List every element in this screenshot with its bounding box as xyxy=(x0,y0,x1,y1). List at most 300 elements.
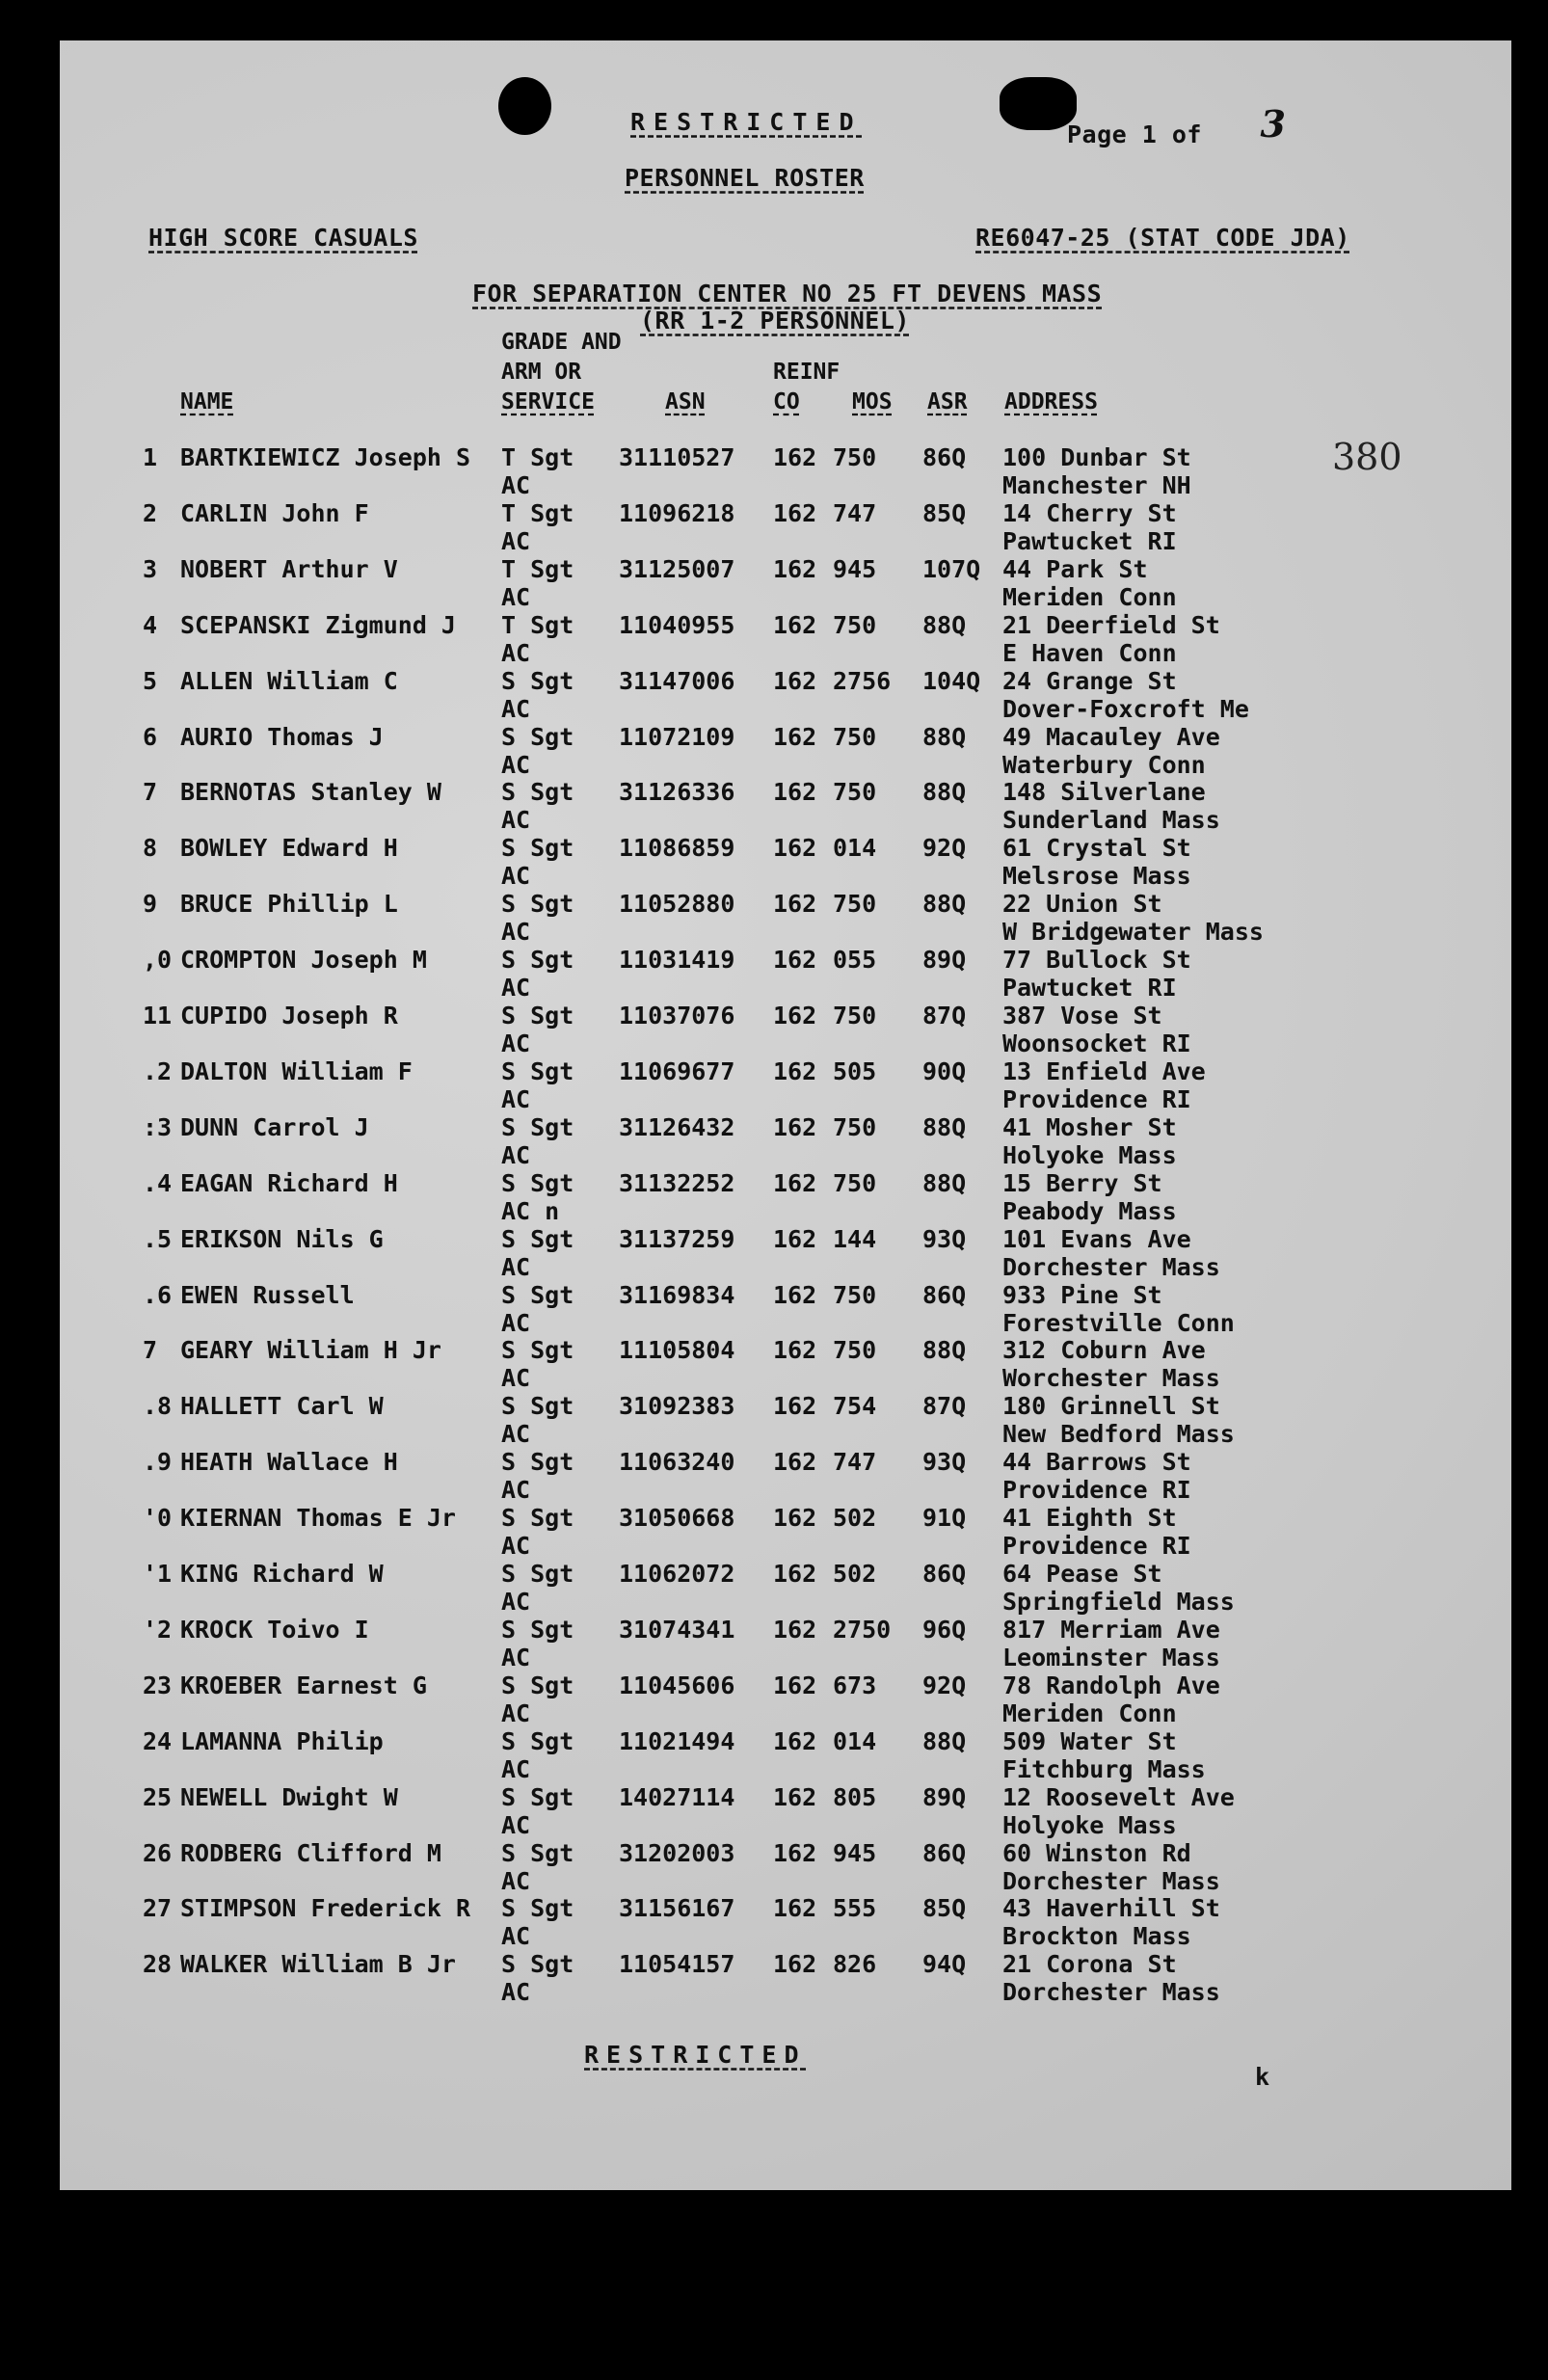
arm-service-cell: AC xyxy=(501,1698,531,1727)
name-cell: HALLETT Carl W xyxy=(180,1392,384,1421)
address-line1: 22 Union St xyxy=(1002,890,1162,919)
asn-cell: 11045606 xyxy=(619,1671,735,1699)
reinf-co-cell: 162 xyxy=(773,1112,817,1141)
reinf-co-cell: 162 xyxy=(773,1168,817,1197)
arm-service-cell: AC xyxy=(501,918,531,947)
asr-cell: 89Q xyxy=(922,946,967,975)
grade-cell: S Sgt xyxy=(501,1782,574,1811)
asn-cell: 31202003 xyxy=(619,1838,735,1867)
reinf-co-cell: 162 xyxy=(773,722,817,751)
asn-cell: 31126432 xyxy=(619,1112,735,1141)
asr-cell: 93Q xyxy=(922,1448,967,1477)
asn-cell: 31092383 xyxy=(619,1392,735,1421)
reinf-co-cell: 162 xyxy=(773,1336,817,1365)
address-line2: E Haven Conn xyxy=(1002,638,1177,667)
mos-cell: 055 xyxy=(833,946,877,975)
address-line1: 44 Barrows St xyxy=(1002,1448,1191,1477)
address-line1: 77 Bullock St xyxy=(1002,946,1191,975)
mos-cell: 750 xyxy=(833,1336,877,1365)
asr-cell: 86Q xyxy=(922,1838,967,1867)
classification-bottom: RESTRICTED xyxy=(584,2041,807,2069)
arm-service-cell: AC xyxy=(501,1978,531,2007)
roster-row xyxy=(60,834,1511,890)
row-number: :3 xyxy=(143,1112,173,1141)
grade-cell: S Sgt xyxy=(501,1615,574,1644)
asn-cell: 11052880 xyxy=(619,890,735,919)
mos-cell: 747 xyxy=(833,498,877,527)
name-cell: SCEPANSKI Zigmund J xyxy=(180,610,456,639)
asn-cell: 11040955 xyxy=(619,610,735,639)
row-number: 3 xyxy=(143,554,158,583)
asn-cell: 11072109 xyxy=(619,722,735,751)
asr-cell: 86Q xyxy=(922,1560,967,1588)
address-line2: Dorchester Mass xyxy=(1002,1978,1220,2007)
address-line1: 43 Haverhill St xyxy=(1002,1894,1220,1923)
asn-cell: 31137259 xyxy=(619,1224,735,1253)
row-number: 25 xyxy=(143,1782,173,1811)
name-cell: BARTKIEWICZ Joseph S xyxy=(180,443,471,471)
address-line2: Brockton Mass xyxy=(1002,1922,1191,1951)
reinf-co-cell: 162 xyxy=(773,1671,817,1699)
row-number: '1 xyxy=(143,1560,173,1588)
reinf-co-cell: 162 xyxy=(773,1056,817,1085)
reinf-co-cell: 162 xyxy=(773,554,817,583)
name-cell: KROEBER Earnest G xyxy=(180,1671,427,1699)
asr-cell: 88Q xyxy=(922,1726,967,1755)
row-number: ,0 xyxy=(143,946,173,975)
roster-row xyxy=(60,1169,1511,1225)
name-cell: ALLEN William C xyxy=(180,666,398,695)
roster-row xyxy=(60,946,1511,1002)
mos-cell: 750 xyxy=(833,1002,877,1030)
mos-cell: 747 xyxy=(833,1448,877,1477)
asr-cell: 93Q xyxy=(922,1224,967,1253)
roster-row xyxy=(60,499,1511,555)
address-line2: Leominster Mass xyxy=(1002,1643,1220,1671)
column-header-address: ADDRESS xyxy=(1004,389,1098,414)
punch-hole-right xyxy=(1000,77,1077,130)
name-cell: BERNOTAS Stanley W xyxy=(180,778,441,807)
name-cell: STIMPSON Frederick R xyxy=(180,1894,471,1923)
asn-cell: 31126336 xyxy=(619,778,735,807)
mos-cell: 555 xyxy=(833,1894,877,1923)
row-number: '0 xyxy=(143,1504,173,1533)
address-line1: 387 Vose St xyxy=(1002,1002,1162,1030)
name-cell: CROMPTON Joseph M xyxy=(180,946,427,975)
roster-row xyxy=(60,1727,1511,1783)
reinf-co-cell: 162 xyxy=(773,610,817,639)
asr-cell: 88Q xyxy=(922,1168,967,1197)
reinf-co-cell: 162 xyxy=(773,834,817,863)
row-number: 28 xyxy=(143,1950,173,1979)
name-cell: BOWLEY Edward H xyxy=(180,834,398,863)
reinf-co-cell: 162 xyxy=(773,1894,817,1923)
asn-cell: 31156167 xyxy=(619,1894,735,1923)
arm-service-cell: AC xyxy=(501,1754,531,1783)
address-line2: Dorchester Mass xyxy=(1002,1866,1220,1895)
address-line2: Waterbury Conn xyxy=(1002,750,1206,779)
mos-cell: 2756 xyxy=(833,666,892,695)
address-line1: 61 Crystal St xyxy=(1002,834,1191,863)
grade-cell: S Sgt xyxy=(501,1560,574,1588)
grade-cell: S Sgt xyxy=(501,1336,574,1365)
grade-cell: S Sgt xyxy=(501,1448,574,1477)
asr-cell: 90Q xyxy=(922,1056,967,1085)
mos-cell: 750 xyxy=(833,443,877,471)
handwritten-number: 380 xyxy=(1332,436,1402,478)
address-line1: 60 Winston Rd xyxy=(1002,1838,1191,1867)
asr-cell: 94Q xyxy=(922,1950,967,1979)
row-number: 7 xyxy=(143,778,158,807)
name-cell: WALKER William B Jr xyxy=(180,1950,456,1979)
asn-cell: 11054157 xyxy=(619,1950,735,1979)
roster-row xyxy=(60,1392,1511,1448)
grade-cell: T Sgt xyxy=(501,443,574,471)
asn-cell: 14027114 xyxy=(619,1782,735,1811)
grade-cell: S Sgt xyxy=(501,1950,574,1979)
address-line2: Holyoke Mass xyxy=(1002,1810,1177,1839)
address-line1: 12 Roosevelt Ave xyxy=(1002,1782,1235,1811)
address-line1: 13 Enfield Ave xyxy=(1002,1056,1206,1085)
address-line2: W Bridgewater Mass xyxy=(1002,918,1264,947)
address-line2: Pawtucket RI xyxy=(1002,526,1177,555)
roster-row xyxy=(60,1839,1511,1895)
arm-service-cell: AC xyxy=(501,1588,531,1616)
address-line1: 78 Randolph Ave xyxy=(1002,1671,1220,1699)
asr-cell: 88Q xyxy=(922,1336,967,1365)
asn-cell: 31132252 xyxy=(619,1168,735,1197)
name-cell: CUPIDO Joseph R xyxy=(180,1002,398,1030)
arm-service-cell: AC xyxy=(501,1252,531,1281)
mos-cell: 754 xyxy=(833,1392,877,1421)
name-cell: CARLIN John F xyxy=(180,498,369,527)
grade-cell: T Sgt xyxy=(501,610,574,639)
asn-cell: 31125007 xyxy=(619,554,735,583)
grade-cell: S Sgt xyxy=(501,1671,574,1699)
row-number: '2 xyxy=(143,1615,173,1644)
roster-row xyxy=(60,667,1511,723)
roster-row xyxy=(60,1504,1511,1560)
grade-cell: T Sgt xyxy=(501,554,574,583)
grade-cell: S Sgt xyxy=(501,1056,574,1085)
mos-cell: 750 xyxy=(833,610,877,639)
mos-cell: 014 xyxy=(833,834,877,863)
row-number: 5 xyxy=(143,666,158,695)
grade-cell: S Sgt xyxy=(501,778,574,807)
name-cell: GEARY William H Jr xyxy=(180,1336,441,1365)
asr-cell: 88Q xyxy=(922,1112,967,1141)
row-number: .6 xyxy=(143,1280,173,1309)
row-number: 11 xyxy=(143,1002,173,1030)
grade-cell: S Sgt xyxy=(501,1168,574,1197)
grade-cell: T Sgt xyxy=(501,498,574,527)
roster-row xyxy=(60,555,1511,611)
row-number: .9 xyxy=(143,1448,173,1477)
asn-cell: 11086859 xyxy=(619,834,735,863)
asn-cell: 11031419 xyxy=(619,946,735,975)
name-cell: DUNN Carrol J xyxy=(180,1112,369,1141)
address-line1: 21 Deerfield St xyxy=(1002,610,1220,639)
address-line2: Manchester NH xyxy=(1002,471,1191,499)
mos-cell: 2750 xyxy=(833,1615,892,1644)
address-line2: Providence RI xyxy=(1002,1476,1191,1505)
asn-cell: 31169834 xyxy=(619,1280,735,1309)
roster-row xyxy=(60,1057,1511,1113)
roster-row xyxy=(60,1281,1511,1337)
grade-cell: S Sgt xyxy=(501,890,574,919)
arm-service-cell: AC xyxy=(501,1084,531,1113)
row-number: 7 xyxy=(143,1336,158,1365)
row-number: 1 xyxy=(143,443,158,471)
roster-row xyxy=(60,890,1511,946)
name-cell: EWEN Russell xyxy=(180,1280,355,1309)
name-cell: ERIKSON Nils G xyxy=(180,1224,384,1253)
name-cell: BRUCE Phillip L xyxy=(180,890,398,919)
name-cell: KROCK Toivo I xyxy=(180,1615,369,1644)
address-line1: 41 Eighth St xyxy=(1002,1504,1177,1533)
asn-cell: 31147006 xyxy=(619,666,735,695)
mos-cell: 750 xyxy=(833,1168,877,1197)
asr-cell: 89Q xyxy=(922,1782,967,1811)
address-line2: Sunderland Mass xyxy=(1002,806,1220,835)
separation-center-line: FOR SEPARATION CENTER NO 25 FT DEVENS MASS xyxy=(472,280,1103,308)
roster-row xyxy=(60,1448,1511,1504)
grade-cell: S Sgt xyxy=(501,1280,574,1309)
arm-service-cell: AC xyxy=(501,1420,531,1449)
roster-row xyxy=(60,1560,1511,1616)
name-cell: KING Richard W xyxy=(180,1560,384,1588)
address-line2: New Bedford Mass xyxy=(1002,1420,1235,1449)
address-line1: 49 Macauley Ave xyxy=(1002,722,1220,751)
mos-cell: 750 xyxy=(833,722,877,751)
arm-service-cell: AC xyxy=(501,1922,531,1951)
asn-cell: 11105804 xyxy=(619,1336,735,1365)
arm-service-cell: AC xyxy=(501,1030,531,1057)
grade-cell: S Sgt xyxy=(501,834,574,863)
roster-row xyxy=(60,1336,1511,1392)
asr-cell: 86Q xyxy=(922,1280,967,1309)
reinf-co-cell: 162 xyxy=(773,946,817,975)
arm-service-cell: AC xyxy=(501,806,531,835)
grade-cell: S Sgt xyxy=(501,1392,574,1421)
arm-service-cell: AC xyxy=(501,974,531,1003)
row-number: .5 xyxy=(143,1224,173,1253)
document-page xyxy=(60,40,1511,2190)
arm-service-cell: AC xyxy=(501,1866,531,1895)
address-line1: 148 Silverlane xyxy=(1002,778,1206,807)
mos-cell: 750 xyxy=(833,778,877,807)
reinf-co-cell: 162 xyxy=(773,1224,817,1253)
roster-row xyxy=(60,723,1511,779)
address-line2: Holyoke Mass xyxy=(1002,1140,1177,1169)
address-line1: 100 Dunbar St xyxy=(1002,443,1191,471)
row-number: 8 xyxy=(143,834,158,863)
address-line1: 180 Grinnell St xyxy=(1002,1392,1220,1421)
asn-cell: 11069677 xyxy=(619,1056,735,1085)
address-line2: Woonsocket RI xyxy=(1002,1030,1191,1057)
name-cell: HEATH Wallace H xyxy=(180,1448,398,1477)
arm-service-cell: AC xyxy=(501,471,531,499)
row-number: 9 xyxy=(143,890,158,919)
asr-cell: 91Q xyxy=(922,1504,967,1533)
address-line2: Melsrose Mass xyxy=(1002,862,1191,891)
asn-cell: 11037076 xyxy=(619,1002,735,1030)
grade-header-line1: GRADE AND xyxy=(501,330,622,355)
row-number: .8 xyxy=(143,1392,173,1421)
reinf-co-cell: 162 xyxy=(773,1782,817,1811)
address-line2: Meriden Conn xyxy=(1002,582,1177,611)
punch-hole-left xyxy=(498,77,551,135)
asn-cell: 11021494 xyxy=(619,1726,735,1755)
name-cell: AURIO Thomas J xyxy=(180,722,384,751)
roster-row xyxy=(60,1894,1511,1950)
column-header-asr: ASR xyxy=(927,389,968,414)
page-total: 3 xyxy=(1260,102,1287,146)
address-line1: 24 Grange St xyxy=(1002,666,1177,695)
unit-label: HIGH SCORE CASUALS xyxy=(148,224,418,252)
row-number: .2 xyxy=(143,1056,173,1085)
address-line2: Meriden Conn xyxy=(1002,1698,1177,1727)
arm-service-cell: AC xyxy=(501,1364,531,1393)
address-line1: 15 Berry St xyxy=(1002,1168,1162,1197)
roster-row xyxy=(60,1616,1511,1671)
asr-cell: 96Q xyxy=(922,1615,967,1644)
asr-cell: 104Q xyxy=(922,666,981,695)
address-line2: Providence RI xyxy=(1002,1084,1191,1113)
asr-cell: 88Q xyxy=(922,722,967,751)
name-cell: KIERNAN Thomas E Jr xyxy=(180,1504,456,1533)
asn-cell: 11096218 xyxy=(619,498,735,527)
column-header-reinf xyxy=(773,358,840,417)
grade-header-line3: SERVICE xyxy=(501,389,595,414)
address-line1: 21 Corona St xyxy=(1002,1950,1177,1979)
asr-cell: 87Q xyxy=(922,1392,967,1421)
grade-cell: S Sgt xyxy=(501,946,574,975)
roster-row xyxy=(60,1225,1511,1281)
grade-cell: S Sgt xyxy=(501,1504,574,1533)
mos-cell: 673 xyxy=(833,1671,877,1699)
mos-cell: 945 xyxy=(833,554,877,583)
address-line2: Fitchburg Mass xyxy=(1002,1754,1206,1783)
reinf-co-cell: 162 xyxy=(773,1615,817,1644)
grade-cell: S Sgt xyxy=(501,1224,574,1253)
name-cell: EAGAN Richard H xyxy=(180,1168,398,1197)
reinf-co-cell: 162 xyxy=(773,1504,817,1533)
name-cell: DALTON William F xyxy=(180,1056,413,1085)
arm-service-cell: AC xyxy=(501,1140,531,1169)
asn-cell: 31110527 xyxy=(619,443,735,471)
asn-cell: 11063240 xyxy=(619,1448,735,1477)
page-indicator xyxy=(1067,102,1287,151)
document-title: PERSONNEL ROSTER xyxy=(625,164,865,192)
reinf-co-cell: 162 xyxy=(773,890,817,919)
column-header-name: NAME xyxy=(180,389,234,414)
asn-cell: 31074341 xyxy=(619,1615,735,1644)
mos-cell: 750 xyxy=(833,1280,877,1309)
mos-cell: 750 xyxy=(833,1112,877,1141)
roster-row xyxy=(60,1002,1511,1057)
address-line2: Dover-Foxcroft Me xyxy=(1002,694,1249,723)
address-line1: 509 Water St xyxy=(1002,1726,1177,1755)
address-line2: Springfield Mass xyxy=(1002,1588,1235,1616)
reinf-co-cell: 162 xyxy=(773,1560,817,1588)
address-line2: Peabody Mass xyxy=(1002,1196,1177,1225)
address-line1: 312 Coburn Ave xyxy=(1002,1336,1206,1365)
address-line1: 101 Evans Ave xyxy=(1002,1224,1191,1253)
arm-service-cell: AC xyxy=(501,1476,531,1505)
arm-service-cell: AC xyxy=(501,582,531,611)
column-header-mos: MOS xyxy=(852,389,893,414)
address-line2: Forestville Conn xyxy=(1002,1308,1235,1337)
asr-cell: 92Q xyxy=(922,834,967,863)
grade-cell: S Sgt xyxy=(501,1726,574,1755)
reinf-header-line1: REINF xyxy=(773,360,841,385)
name-cell: NOBERT Arthur V xyxy=(180,554,398,583)
mos-cell: 750 xyxy=(833,890,877,919)
name-cell: LAMANNA Philip xyxy=(180,1726,384,1755)
asr-cell: 88Q xyxy=(922,778,967,807)
asr-cell: 85Q xyxy=(922,498,967,527)
row-number: 2 xyxy=(143,498,158,527)
grade-cell: S Sgt xyxy=(501,1894,574,1923)
address-line1: 933 Pine St xyxy=(1002,1280,1162,1309)
address-line1: 44 Park St xyxy=(1002,554,1148,583)
row-number: 23 xyxy=(143,1671,173,1699)
reinf-co-cell: 162 xyxy=(773,1950,817,1979)
mos-cell: 014 xyxy=(833,1726,877,1755)
column-header-grade xyxy=(501,328,622,417)
asr-cell: 107Q xyxy=(922,554,981,583)
arm-service-cell: AC xyxy=(501,526,531,555)
mos-cell: 945 xyxy=(833,1838,877,1867)
roster-row xyxy=(60,443,1511,499)
asr-cell: 88Q xyxy=(922,610,967,639)
arm-service-cell: AC xyxy=(501,1810,531,1839)
address-line1: 817 Merriam Ave xyxy=(1002,1615,1220,1644)
stat-code-label: RE6047-25 (STAT CODE JDA) xyxy=(975,224,1350,252)
arm-service-cell: AC xyxy=(501,694,531,723)
roster-row xyxy=(60,1113,1511,1169)
arm-service-cell: AC xyxy=(501,638,531,667)
name-cell: NEWELL Dwight W xyxy=(180,1782,398,1811)
reinf-co-cell: 162 xyxy=(773,1392,817,1421)
mos-cell: 502 xyxy=(833,1504,877,1533)
reinf-co-cell: 162 xyxy=(773,498,817,527)
column-header-asn: ASN xyxy=(665,389,706,414)
reinf-co-cell: 162 xyxy=(773,1448,817,1477)
arm-service-cell: AC xyxy=(501,1643,531,1671)
reinf-co-cell: 162 xyxy=(773,443,817,471)
reinf-co-cell: 162 xyxy=(773,1002,817,1030)
asn-cell: 31050668 xyxy=(619,1504,735,1533)
asr-cell: 92Q xyxy=(922,1671,967,1699)
arm-service-cell: AC xyxy=(501,1308,531,1337)
row-number: 6 xyxy=(143,722,158,751)
corner-mark: k xyxy=(1255,2063,1270,2091)
reinf-header-line2: CO xyxy=(773,389,800,414)
row-number: 4 xyxy=(143,610,158,639)
address-line1: 64 Pease St xyxy=(1002,1560,1162,1588)
row-number: 26 xyxy=(143,1838,173,1867)
asn-cell: 11062072 xyxy=(619,1560,735,1588)
roster-row xyxy=(60,611,1511,667)
arm-service-cell: AC xyxy=(501,750,531,779)
roster-row xyxy=(60,1671,1511,1727)
reinf-co-cell: 162 xyxy=(773,778,817,807)
asr-cell: 88Q xyxy=(922,890,967,919)
reinf-co-cell: 162 xyxy=(773,1838,817,1867)
grade-cell: S Sgt xyxy=(501,1112,574,1141)
